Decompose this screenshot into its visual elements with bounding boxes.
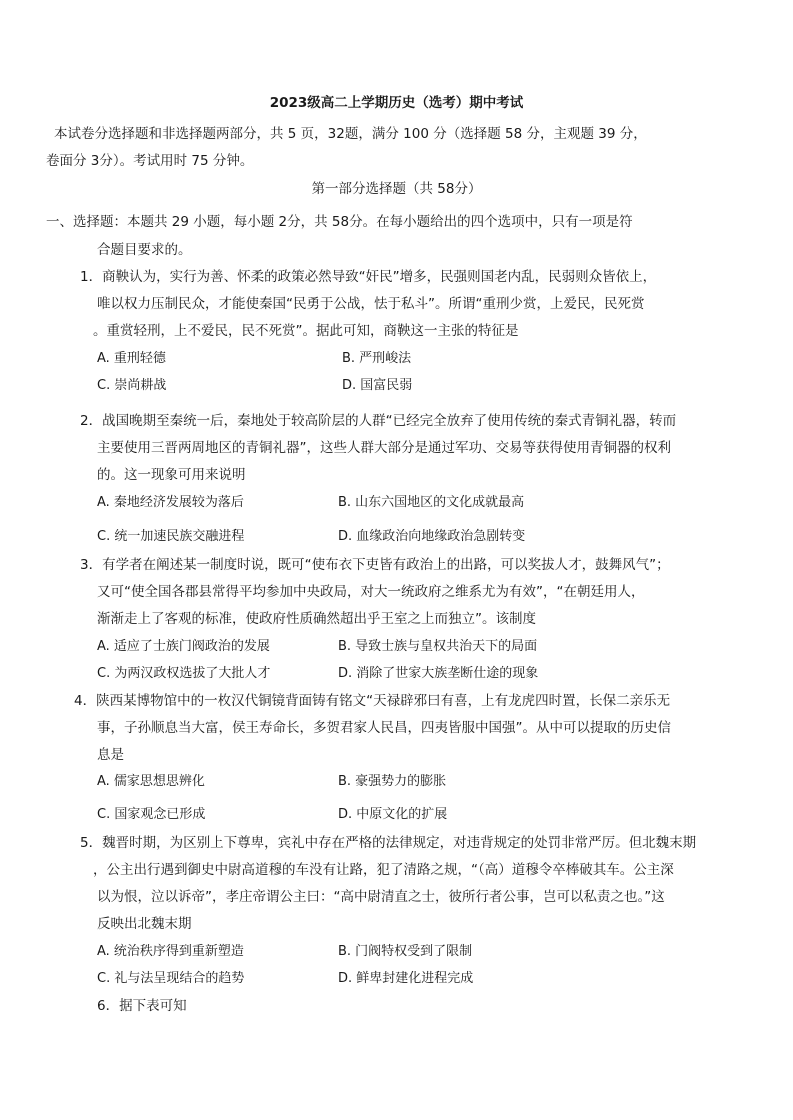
option-a: A. 重刑轻德 [97, 351, 166, 366]
question-stem-line: 6．据下表可知 [97, 998, 187, 1014]
option-c: C. 礼与法呈现结合的趋势 [97, 971, 245, 986]
question-stem-line: 3．有学者在阐述某一制度时说，既可“使布衣下吏皆有政治上的出路，可以奖拔人才，鼓舞风气”； [80, 557, 670, 573]
question-stem-line: 息是 [97, 747, 124, 763]
question-stem-line: 5．魏晋时期，为区别上下尊卑，宾礼中存在严格的法律规定，对违背规定的处罚非常严厉。但北魏末期 [80, 835, 697, 851]
question-stem-line: 渐渐走上了客观的标准，使政府性质确然超出乎王室之上而独立”。该制度 [97, 611, 536, 627]
option-a: A. 适应了士族门阀政治的发展 [97, 639, 270, 654]
intro-line: 本试卷分选择题和非选择题两部分，共 5 页，32题，满分 100 分（选择题 58 分，主观题 39 分， [54, 126, 647, 142]
intro-line: 卷面分 3分）。考试用时 75 分钟。 [46, 153, 254, 169]
option-a: A. 统治秩序得到重新塑造 [97, 944, 244, 959]
part-title: 第一部分选择题（共 58分） [311, 181, 482, 197]
option-d: D. 消除了世家大族垄断仕途的现象 [338, 666, 539, 681]
option-c: C. 国家观念已形成 [97, 807, 206, 822]
option-d: D. 血缘政治向地缘政治急剧转变 [338, 529, 526, 544]
option-a: A. 儒家思想思辨化 [97, 774, 205, 789]
option-b: B. 门阀特权受到了限制 [338, 944, 473, 959]
option-c: C. 统一加速民族交融进程 [97, 529, 245, 544]
question-stem-line: 以为恨，泣以诉帝”，孝庄帝谓公主曰：“高中尉清直之士，彼所行者公事，岂可以私责之也。”这 [97, 889, 665, 905]
question-stem-line: 的。这一现象可用来说明 [97, 467, 246, 483]
option-a: A. 秦地经济发展较为落后 [97, 495, 244, 510]
question-stem-line: 4．陕西某博物馆中的一枚汉代铜镜背面铸有铭文“天禄辟邪曰有喜，上有龙虎四时置，长保二亲乐无 [74, 693, 671, 709]
question-stem-line: 事，子孙顺息当大富，侯王寿命长，多贺君家人民昌，四夷皆服中国强”。从中可以提取的历史信 [97, 720, 671, 736]
question-stem-line: 主要使用三晋两周地区的青铜礼器”，这些人群大部分是通过军功、交易等获得使用青铜器的权利 [97, 440, 671, 456]
exam-title: 2023级高二上学期历史（选考）期中考试 [269, 95, 524, 111]
question-stem-line: 1．商鞅认为，实行为善、怀柔的政策必然导致“奸民”增多，民强则国老内乱，民弱则众皆依上， [80, 269, 657, 285]
question-stem-line: 。重赏轻刑，上不爱民，民不死赏”。据此可知，商鞅这一主张的特征是 [93, 323, 519, 339]
option-b: B. 山东六国地区的文化成就最高 [338, 495, 525, 510]
option-d: D. 中原文化的扩展 [338, 807, 448, 822]
option-c: C. 为两汉政权选拔了大批人才 [97, 666, 271, 681]
section-instruction: 一、选择题：本题共 29 小题，每小题 2分，共 58分。在每小题给出的四个选项中，只有一项是符 [46, 214, 633, 230]
option-d: D. 鲜卑封建化进程完成 [338, 971, 474, 986]
option-b: B. 导致士族与皇权共治天下的局面 [338, 639, 538, 654]
question-stem-line: 反映出北魏末期 [97, 916, 192, 932]
option-b: B. 豪强势力的膨胀 [338, 774, 447, 789]
question-stem-line: ，公主出行遇到御史中尉高道穆的车没有让路，犯了清路之规，“（高）道穆令卒棒破其车。公主深 [93, 862, 674, 878]
question-stem-line: 又可“使全国各郡县常得平均参加中央政局，对大一统政府之维系尤为有效”，“在朝廷用人， [97, 584, 645, 600]
question-stem-line: 唯以权力压制民众，才能使秦国“民勇于公战，怯于私斗”。所谓“重刑少赏，上爱民，民死赏 [97, 296, 645, 312]
question-stem-line: 2．战国晚期至秦统一后，秦地处于较高阶层的人群“已经完全放弃了使用传统的秦式青铜礼器，转而 [80, 413, 677, 429]
option-d: D. 国富民弱 [342, 378, 413, 393]
option-c: C. 崇尚耕战 [97, 378, 167, 393]
section-instruction: 合题目要求的。 [97, 242, 192, 258]
option-b: B. 严刑峻法 [342, 351, 412, 366]
